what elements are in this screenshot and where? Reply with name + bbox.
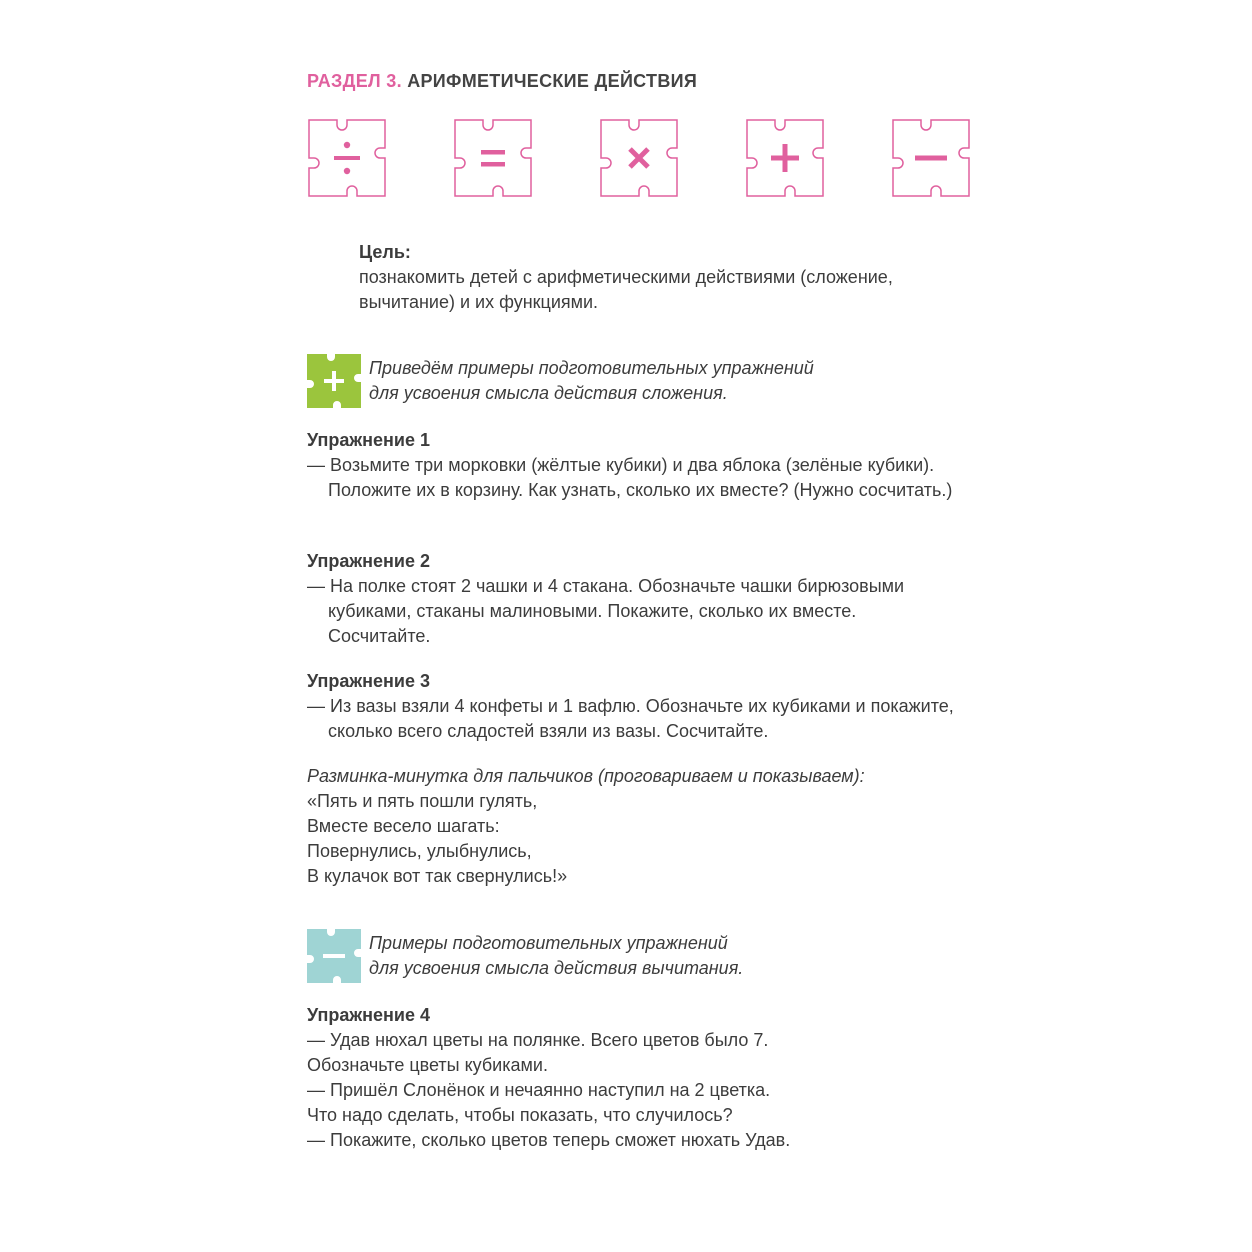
addition-intro-text xyxy=(369,356,929,406)
goal-block xyxy=(359,240,959,315)
exercise-2-title: Упражнение 2 xyxy=(307,551,430,571)
puzzle-tile-plus-icon xyxy=(745,118,825,198)
subtraction-intro-line-2: для усвоения смысла действия вычитания. xyxy=(369,958,744,978)
warmup-line: В кулачок вот так свернулись!» xyxy=(307,866,568,886)
exercise-1 xyxy=(307,428,957,503)
exercise-4-line: — Покажите, сколько цветов теперь сможет нюхать Удав. xyxy=(307,1130,791,1150)
green-plus-tile-icon xyxy=(307,354,361,408)
warmup-line: Повернулись, улыбнулись, xyxy=(307,841,532,861)
warmup-title: Разминка-минутка для пальчиков (проговариваем и показываем): xyxy=(307,766,865,786)
exercise-3-title: Упражнение 3 xyxy=(307,671,430,691)
teal-minus-tile-icon xyxy=(307,929,361,983)
goal-line-1: познакомить детей с арифметическими действиями (сложение, xyxy=(359,267,893,287)
subtraction-intro-line-1: Примеры подготовительных упражнений xyxy=(369,933,728,953)
section-label: РАЗДЕЛ 3. xyxy=(307,71,402,91)
finger-warmup xyxy=(307,764,957,889)
exercise-2 xyxy=(307,549,957,649)
exercise-3-text: — Из вазы взяли 4 конфеты и 1 вафлю. Обозначьте их кубиками и покажите, сколько всего сладостей взяли из вазы. Сосчитайте. xyxy=(307,696,954,741)
exercise-1-title: Упражнение 1 xyxy=(307,430,430,450)
addition-intro-line-1: Приведём примеры подготовительных упражнений xyxy=(369,358,814,378)
puzzle-tile-multiply-icon xyxy=(599,118,679,198)
addition-intro xyxy=(307,354,947,408)
subtraction-intro xyxy=(307,929,947,983)
exercise-4-line: — Пришёл Слонёнок и нечаянно наступил на 2 цветка. xyxy=(307,1080,771,1100)
exercise-4-line: — Удав нюхал цветы на полянке. Всего цветов было 7. xyxy=(307,1030,769,1050)
puzzle-tile-divide-icon xyxy=(307,118,387,198)
addition-intro-line-2: для усвоения смысла действия сложения. xyxy=(369,383,728,403)
exercise-4-line: Обозначьте цветы кубиками. xyxy=(307,1055,548,1075)
section-name: АРИФМЕТИЧЕСКИЕ ДЕЙСТВИЯ xyxy=(407,71,698,91)
puzzle-tile-equals-icon xyxy=(453,118,533,198)
subtraction-intro-text xyxy=(369,931,929,981)
warmup-line: Вместе весело шагать: xyxy=(307,816,500,836)
exercise-4-line: Что надо сделать, чтобы показать, что случилось? xyxy=(307,1105,733,1125)
section-title xyxy=(307,71,697,92)
operator-tiles xyxy=(307,118,971,198)
goal-title: Цель: xyxy=(359,242,411,262)
exercise-4-title: Упражнение 4 xyxy=(307,1005,430,1025)
exercise-3 xyxy=(307,669,957,744)
exercise-2-text: — На полке стоят 2 чашки и 4 стакана. Обозначьте чашки бирюзовыми кубиками, стаканы малиновыми. Покажите, сколько их вместе. Сосчитайте. xyxy=(307,576,905,646)
exercise-1-text: — Возьмите три морковки (жёлтые кубики) и два яблока (зелёные кубики). Положите их в корзину. Как узнать, сколько их вместе? (Нужно сосчитать.) xyxy=(307,455,953,500)
puzzle-tile-minus-icon xyxy=(891,118,971,198)
exercise-4 xyxy=(307,1003,957,1153)
warmup-line: «Пять и пять пошли гулять, xyxy=(307,791,538,811)
goal-line-2: вычитание) и их функциями. xyxy=(359,292,599,312)
